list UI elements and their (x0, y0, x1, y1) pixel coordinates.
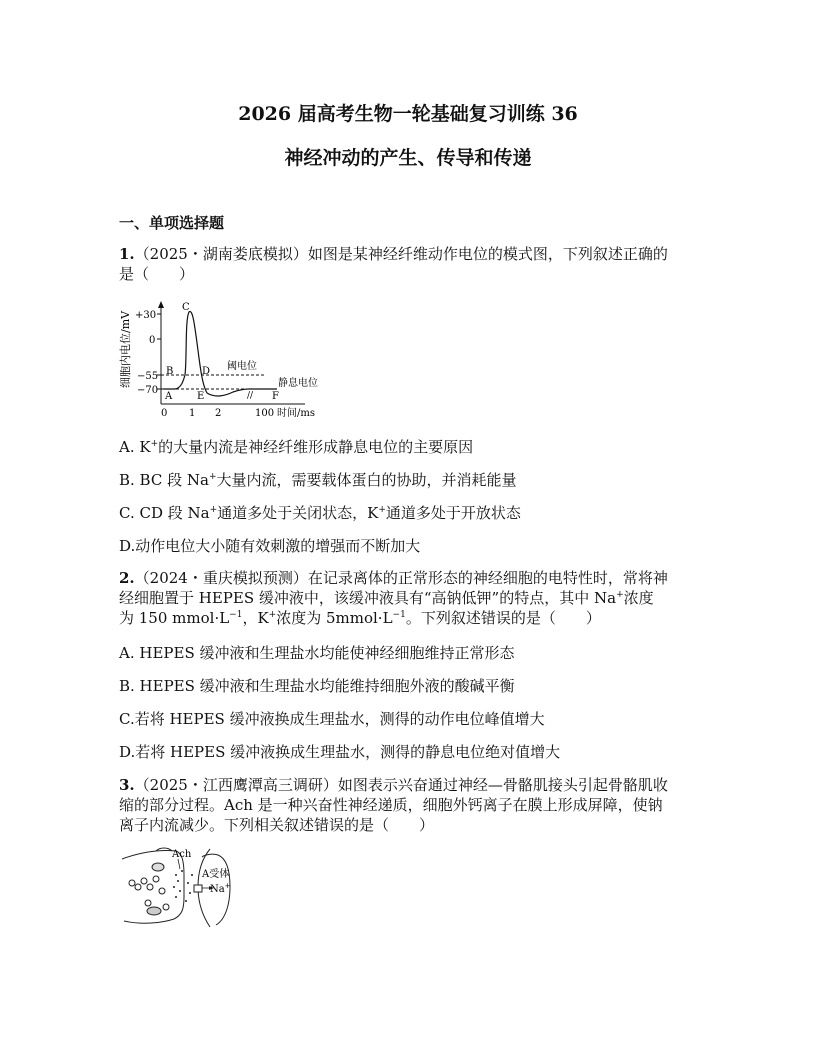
point-label: F (272, 391, 279, 402)
q2-option-a: A. HEPES 缓冲液和生理盐水均能使神经细胞维持正常形态 (119, 644, 515, 662)
question-1-stem: 1.（2025・湖南娄底模拟）如图是某神经纤维动作电位的模式图，下列叙述正确的 是（ ） (119, 245, 668, 283)
question-number: 3. (119, 776, 135, 794)
x-tick-label: 100 (255, 408, 275, 419)
y-tick-label: −55 (137, 371, 159, 382)
x-tick-label: 0 (161, 408, 168, 419)
question-number: 2. (119, 569, 135, 587)
q2-option-d: D.若将 HEPES 缓冲液换成生理盐水，测得的静息电位绝对值增大 (119, 743, 561, 761)
ach-label: Ach (172, 849, 192, 860)
section-heading: 一、单项选择题 (119, 214, 225, 232)
y-axis-label: 细胞内电位/mV (119, 310, 132, 388)
q2-option-c: C.若将 HEPES 缓冲液换成生理盐水，测得的动作电位峰值增大 (119, 710, 545, 728)
point-label: C (182, 302, 190, 313)
q1-option-b: B. BC 段 Na+大量内流，需要载体蛋白的协助，并消耗能量 (119, 471, 517, 489)
receptor-label: A受体 (202, 869, 230, 880)
question-source: （2024・重庆模拟预测） (134, 569, 308, 587)
point-label: A (165, 391, 173, 402)
x-tick-label: 2 (215, 408, 222, 419)
y-tick-label: −70 (137, 385, 159, 396)
y-tick-label: +30 (135, 310, 157, 321)
point-label: B (166, 366, 174, 377)
q1-option-c: C. CD 段 Na+通道多处于关闭状态，K+通道多处于开放状态 (119, 504, 521, 522)
neuromuscular-junction-figure (118, 845, 248, 930)
question-2-stem: 2.（2024・重庆模拟预测）在记录离体的正常形态的神经细胞的电特性时，常将神 经细胞置于 HEPES 缓冲液中，该缓冲液具有“高钠低钾”的特点，其中 Na+浓度 为 150 $mmol\cdot L^{-1}$，K+浓度为 $5mmol\cdot L^{-1}$。下列叙述错误的是（ ） (119, 569, 668, 627)
resting-label: 静息电位 (278, 378, 318, 389)
point-label: D (202, 366, 211, 377)
x-axis-label: 时间/ms (277, 408, 315, 419)
svg-text://: // (247, 391, 254, 401)
page-title-line1: 2026 届高考生物一轮基础复习训练 36 (238, 103, 578, 125)
q2-option-b: B. HEPES 缓冲液和生理盐水均能维持细胞外液的酸碱平衡 (119, 677, 515, 695)
q1-option-a: A. K+的大量内流是神经纤维形成静息电位的主要原因 (119, 438, 474, 456)
na-label: Na+ (210, 882, 231, 895)
y-tick-label: 0 (149, 335, 156, 346)
question-3-stem: 3.（2025・江西鹰潭高三调研）如图表示兴奋通过神经—骨骼肌接头引起骨骼肌收 缩的部分过程。Ach 是一种兴奋性神经递质，细胞外钙离子在膜上形成屏障，使钠 离子内流减少。下列相关叙述错误的是（ ） (119, 776, 668, 834)
page-title-line2: 神经冲动的产生、传导和传递 (284, 147, 532, 169)
question-number: 1. (119, 245, 135, 263)
point-label: E (197, 391, 205, 402)
question-source: （2025・江西鹰潭高三调研） (134, 776, 338, 794)
threshold-label: 阈电位 (227, 361, 257, 372)
x-tick-label: 1 (189, 408, 196, 419)
question-source: （2025・湖南娄底模拟） (134, 245, 308, 263)
q1-option-d: D.动作电位大小随有效刺激的增强而不断加大 (119, 537, 421, 555)
action-potential-figure (115, 298, 345, 428)
